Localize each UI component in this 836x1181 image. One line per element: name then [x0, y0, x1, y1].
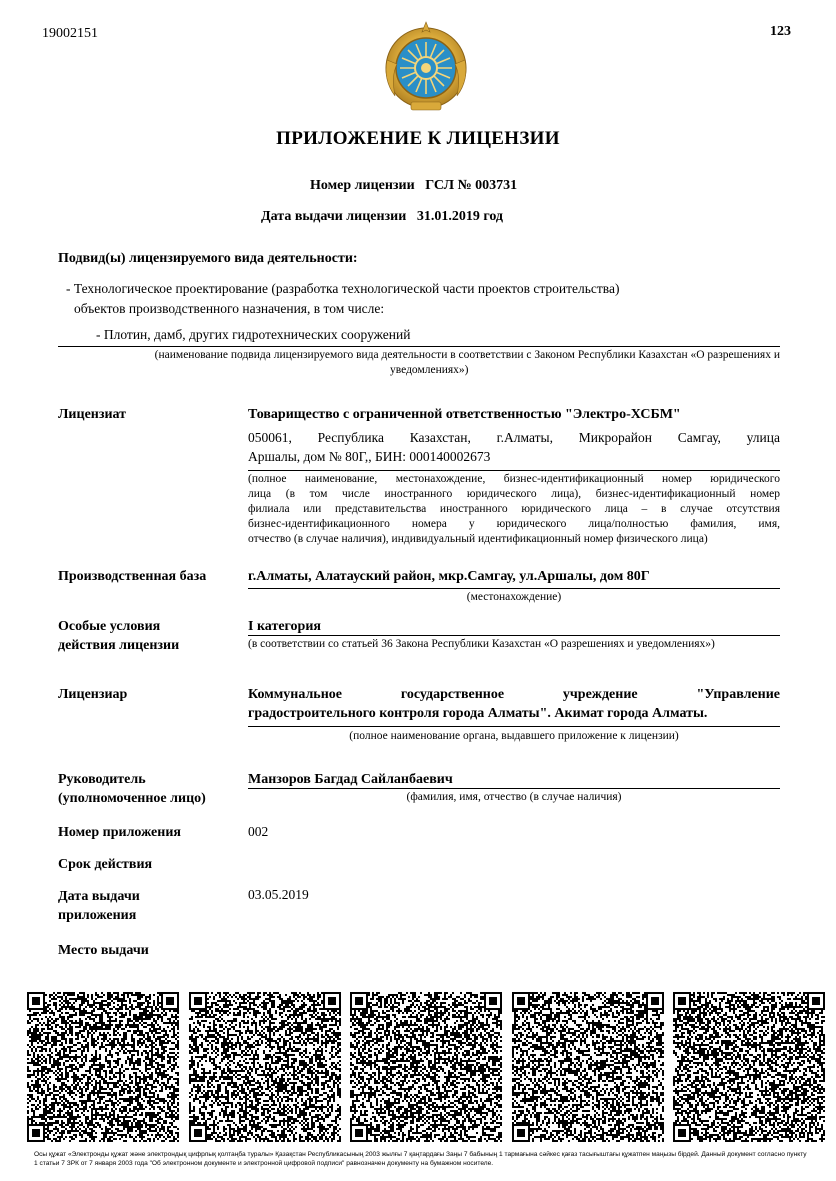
licensee-note-line5: отчество (в случае наличия), индивидуальный идентификационный номер физического лица) — [248, 533, 708, 545]
licensor-value-line2: градостроительного контроля города Алматы". Акимат города Алматы. — [248, 706, 708, 721]
place-label: Место выдачи — [58, 943, 149, 958]
page-number: 123 — [770, 24, 791, 39]
validity-label: Срок действия — [58, 857, 153, 872]
qr-code-1 — [27, 992, 179, 1142]
subtype-item-1-line1: - Технологическое проектирование (разработка технологической части проектов строительства) — [66, 281, 620, 296]
licensee-name: Товарищество с ограниченной ответственностью "Электро-ХСБМ" — [248, 407, 681, 422]
production-base-divider — [248, 588, 780, 589]
licensor-label: Лицензиар — [58, 687, 128, 702]
licensee-address-line1: 050061, Республика Казахстан, г.Алматы, Микрорайон Самгау, улица — [248, 430, 780, 445]
special-conditions-divider — [248, 635, 780, 636]
appendix-number-label: Номер приложения — [58, 825, 181, 840]
qr-code-5 — [673, 992, 825, 1142]
subtype-item-2: - Плотин, дамб, других гидротехнических сооружений — [96, 327, 411, 342]
subtypes-note-line1: (наименование подвида лицензируемого вида деятельности в соответствии с Законом Республики Казахстан «О разрешениях и — [154, 349, 780, 361]
licensor-value-line1: Коммунальное государственное учреждение "Управление — [248, 687, 780, 702]
production-base-label: Производственная база — [58, 569, 207, 584]
appendix-date-value: 03.05.2019 — [248, 887, 309, 902]
footer-legal-note: Осы құжат «Электронды құжат және электрондық цифрлық қолтаңба туралы» Қазақстан Республикасының 2003 жылғы 7 қаңтардағы Заңы 7 бабының 1 тармағына сәйкес қағаз тасығыштағы құжатпен маңызы бірдей. Данный документ согласно пункту 1 статьи 7 ЗРК от 7 января 2003 года "Об электронном документе и электронной цифровой подписи" равнозначен документу на бумажном носителе. — [34, 1151, 807, 1167]
license-date-value: 31.01.2019 год — [416, 209, 504, 224]
licensee-note-line4: бизнес-идентификационного номера у юридического лица/полностью фамилия, имя, — [248, 518, 780, 530]
appendix-date-label-line1: Дата выдачи — [58, 889, 140, 904]
head-value: Манзоров Багдад Сайланбаевич — [248, 772, 453, 787]
licensee-note-line1: (полное наименование, местонахождение, бизнес-идентификационный номер юридического — [248, 473, 780, 485]
head-label-line1: Руководитель — [58, 772, 146, 787]
licensee-note-line3: филиала или представительства иностранного юридического лица – в случае отсутствия — [248, 503, 780, 515]
qr-code-4 — [512, 992, 664, 1142]
head-note: (фамилия, имя, отчество (в случае наличия) — [406, 791, 622, 803]
document-title: ПРИЛОЖЕНИЕ К ЛИЦЕНЗИИ — [276, 128, 560, 149]
production-base-note: (местонахождение) — [466, 591, 562, 603]
production-base-value: г.Алматы, Алатауский район, мкр.Самгау, ул.Аршалы, дом 80Г — [248, 569, 650, 584]
licensee-label: Лицензиат — [58, 407, 127, 422]
qr-code-3 — [350, 992, 502, 1142]
licensor-divider — [248, 726, 780, 727]
license-number-value: ГСЛ № 003731 — [425, 178, 518, 193]
licensee-address-line2: Аршалы, дом № 80Г,, БИН: 000140002673 — [248, 449, 491, 464]
subtype-item-1-line2: объектов производственного назначения, в том числе: — [74, 301, 385, 316]
subtypes-note-line2: уведомлениях») — [390, 364, 469, 376]
special-conditions-label-line2: действия лицензии — [58, 638, 180, 653]
license-number-label: Номер лицензии — [310, 178, 415, 193]
head-label-line2: (уполномоченное лицо) — [58, 791, 206, 806]
subtypes-divider — [58, 346, 780, 347]
document-id: 19002151 — [42, 26, 98, 41]
license-date-row — [261, 209, 503, 225]
license-number-row — [310, 178, 517, 194]
subtypes-heading: Подвид(ы) лицензируемого вида деятельности: — [58, 251, 358, 266]
licensor-note: (полное наименование органа, выдавшего приложение к лицензии) — [349, 730, 679, 742]
licensee-note-line2: лица (в том числе иностранного юридического лица), бизнес-идентификационный номер — [248, 488, 780, 500]
head-divider — [248, 788, 780, 789]
licensee-divider — [248, 470, 780, 471]
license-date-label: Дата выдачи лицензии — [261, 209, 407, 224]
appendix-number-value: 002 — [248, 824, 269, 839]
appendix-date-label-line2: приложения — [58, 908, 137, 923]
special-conditions-value: I категория — [248, 619, 321, 634]
qr-code-2 — [189, 992, 341, 1142]
special-conditions-label-line1: Особые условия — [58, 619, 161, 634]
special-conditions-note: (в соответствии со статьей 36 Закона Республики Казахстан «О разрешениях и уведомлениях») — [248, 638, 715, 650]
state-emblem-icon — [381, 20, 471, 114]
